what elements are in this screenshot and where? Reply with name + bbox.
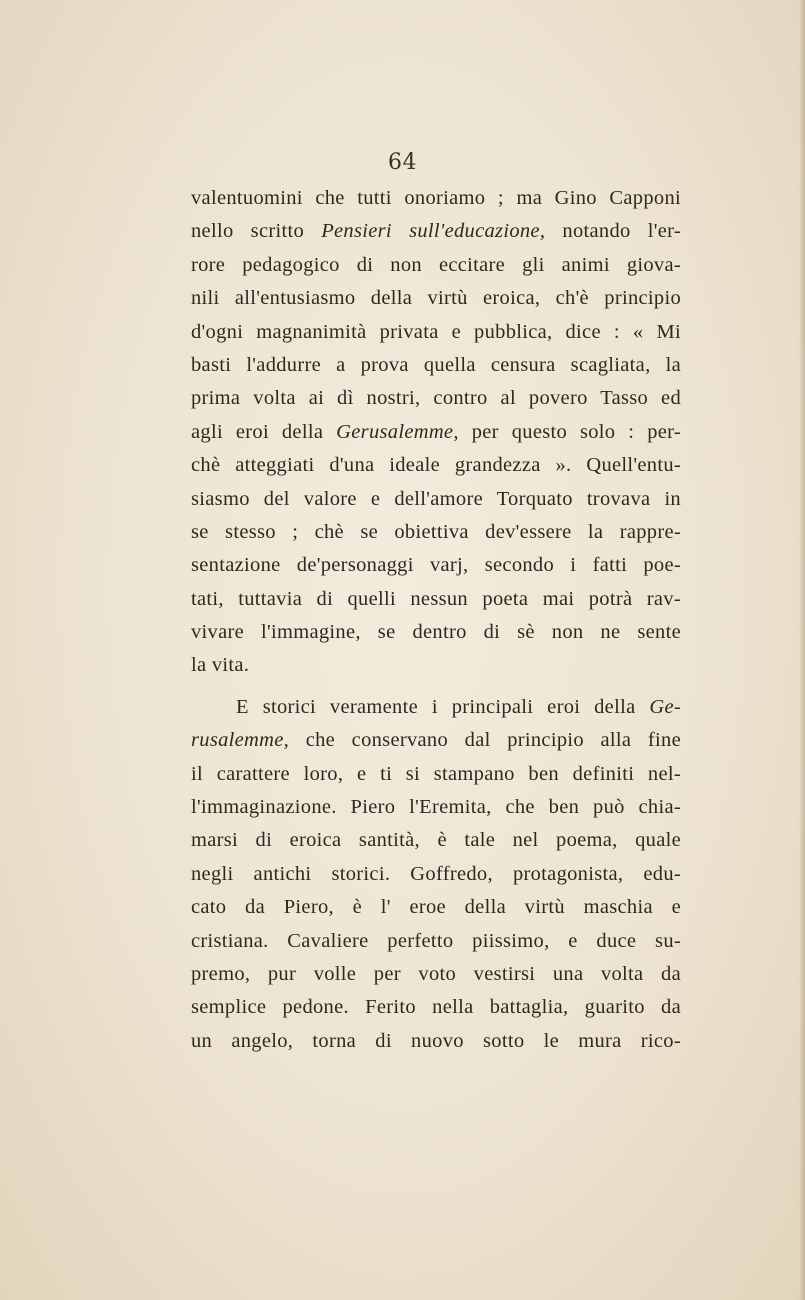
text-line [191,758,681,791]
text-run: notando l'er- [545,220,681,243]
text-line [191,483,681,516]
text-run: rusalemme, [191,729,290,752]
page-number: 64 [388,150,417,175]
body-text [191,182,681,1058]
text-line [191,316,681,349]
text-run: la vita. [191,654,250,677]
text-line [191,249,681,282]
text-run: nello scritto [191,220,322,243]
text-line [191,691,681,724]
text-run: vivare l'immagine, se dentro di sè non ne sente [191,621,681,644]
text-line [191,858,681,891]
text-line [191,282,681,315]
text-run: chè atteggiati d'una ideale grandezza ». Quell'entu- [191,454,681,477]
text-run: l'immaginazione. Piero l'Eremita, che ben può chia- [191,796,681,819]
text-line [191,583,681,616]
text-run: il carattere loro, e ti si stampano ben definiti nel- [191,762,681,785]
text-run: negli antichi storici. Goffredo, protagonista, edu- [191,862,681,885]
text-run: che conservano dal principio alla fine [289,729,681,752]
text-run: cato da Piero, è l' eroe della virtù maschia e [191,896,681,919]
text-line [191,925,681,958]
text-run: premo, pur volle per voto vestirsi una volta da [191,962,681,985]
text-line [191,382,681,415]
text-line [191,958,681,991]
text-line [191,349,681,382]
text-line [191,1025,681,1058]
text-run: per questo solo : per- [458,420,682,443]
text-line [191,649,681,682]
text-run: nili all'entusiasmo della virtù eroica, ch'è principio [191,287,681,310]
page-edge-shadow [799,0,805,1300]
text-line [191,791,681,824]
text-run: sentazione de'personaggi varj, secondo i fatti poe- [191,554,681,577]
text-run: valentuomini che tutti onoriamo ; ma Gino Capponi [191,187,681,209]
text-run: Ge- [649,695,681,718]
paragraph-gap [191,683,681,691]
text-run: E storici veramente i principali eroi della [236,695,650,718]
text-run: siasmo del valore e dell'amore Torquato trovava in [191,487,681,510]
text-line [191,891,681,924]
text-line [191,416,681,449]
text-line [191,182,681,215]
text-run: Gerusalemme, [336,420,459,443]
text-run: marsi di eroica santità, è tale nel poema, quale [191,829,681,852]
text-run: basti l'addurre a prova quella censura scagliata, la [191,353,681,376]
text-line [191,549,681,582]
text-run: prima volta ai dì nostri, contro al povero Tasso ed [191,387,681,410]
text-run: Pensieri sull'educazione, [321,220,546,243]
text-line [191,724,681,757]
text-line [191,824,681,857]
text-line [191,215,681,248]
text-line [191,449,681,482]
text-line [191,516,681,549]
text-run: cristiana. Cavaliere perfetto piissimo, e duce su- [191,929,681,952]
text-run: se stesso ; chè se obiettiva dev'essere la rappre- [191,520,681,543]
text-run: agli eroi della [191,420,337,443]
text-run: un angelo, torna di nuovo sotto le mura rico- [191,1029,681,1052]
text-run: tati, tuttavia di quelli nessun poeta mai potrà rav- [191,587,681,610]
text-run: d'ogni magnanimità privata e pubblica, dice : « Mi [191,320,681,343]
text-line [191,991,681,1024]
text-line [191,616,681,649]
text-run: semplice pedone. Ferito nella battaglia, guarito da [191,996,681,1019]
text-run: rore pedagogico di non eccitare gli animi giova- [191,253,681,276]
